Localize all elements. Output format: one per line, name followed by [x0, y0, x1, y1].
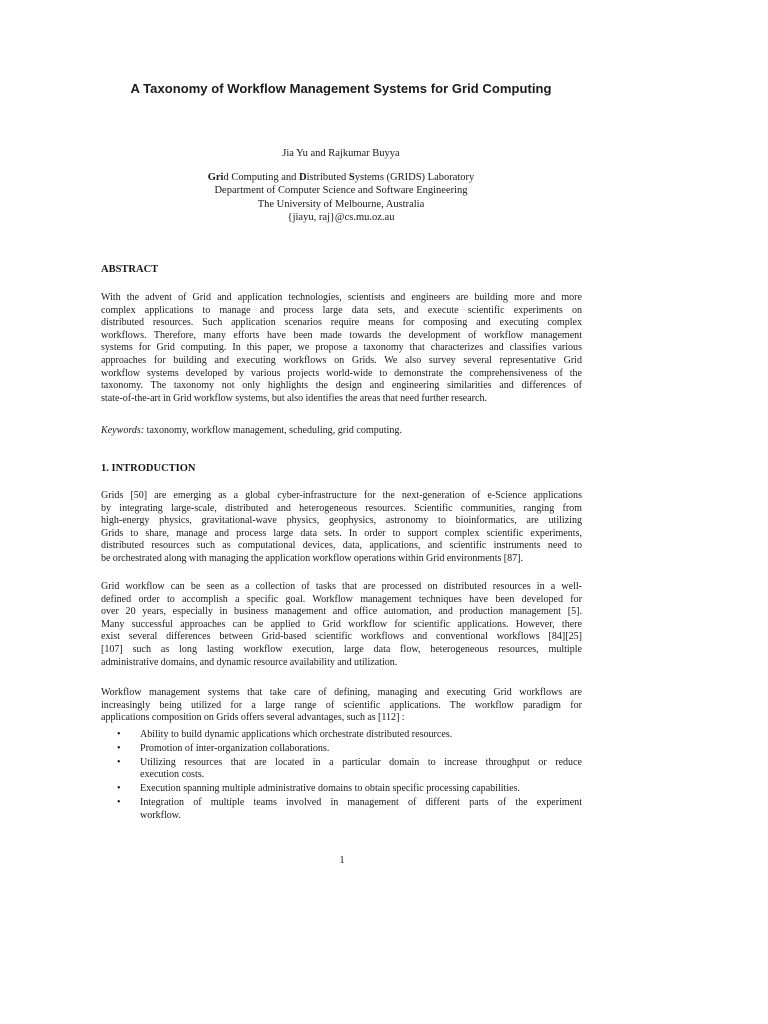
affiliation-block — [100, 171, 582, 225]
intro-paragraph-2: Grid workflow can be seen as a collection of tasks that are processed on distributed resources in a well- defined order to accomplish a specific goal. Workflow management techniques have been developed for over 20 years, especially in business management and office automation, and production management [5]. Many successful approaches can be applied to Grid workflow for scientific applications. However, there exist several differences between Grid-based scientific workflows and conventional workflows [84][25] [107] such as long lasting workflow execution, large data flow, heterogeneous resources, multiple administrative domains, and dynamic resource availability and utilization. — [101, 581, 582, 668]
authors: Jia Yu and Rajkumar Buyya — [282, 148, 400, 159]
list-item: • Promotion of inter-organization collaborations. — [117, 742, 330, 754]
bullet-icon: • — [117, 729, 121, 740]
keywords-text: taxonomy, workflow management, scheduling, grid computing. — [144, 425, 402, 436]
list-item: • Utilizing resources that are located in a particular domain to increase throughput or reduce execution costs. — [117, 756, 582, 781]
intro-paragraph-3: Workflow management systems that take care of defining, managing and executing Grid workflows are increasingly being utilized for a large range of scientific applications. The workflow paradigm for applications composition on Grids offers several advantages, such as [112] : — [101, 687, 582, 724]
department: Department of Computer Science and Software Engineering — [214, 185, 468, 197]
bullet-icon: • — [117, 742, 121, 754]
bullet-icon: • — [117, 797, 121, 809]
abstract-heading: ABSTRACT — [101, 264, 159, 275]
list-item: • Execution spanning multiple administrative domains to obtain specific processing capabilities. — [117, 783, 521, 795]
university: The University of Melbourne, Australia — [257, 198, 425, 210]
keywords-label: Keywords: — [101, 425, 145, 436]
keywords — [101, 425, 402, 436]
bullet-icon: • — [117, 783, 121, 795]
lab-name: Grid Computing and Distributed Systems (GRIDS) Laboratory — [207, 172, 475, 183]
introduction-heading: 1. INTRODUCTION — [101, 463, 196, 474]
page-number: 1 — [339, 855, 345, 866]
email: {jiayu, raj}@cs.mu.oz.au — [287, 212, 395, 224]
advantages-list — [114, 729, 582, 824]
list-item: • Ability to build dynamic applications which orchestrate distributed resources. — [117, 729, 453, 740]
intro-paragraph-1: Grids [50] are emerging as a global cyber-infrastructure for the next-generation of e-Science applications by integrating large-scale, distributed and heterogeneous resources. Scientific communities, ranging from high-energy physics, gravitational-wave physics, geophysics, astronomy to bioinformatics, are utilizing Grids to share, manage and process large data sets. In order to support complex scientific experiments, distributed resources such as computational devices, data, applications, and scientific instruments need to be orchestrated along with managing the application workflow operations within Grid environments [87]. — [101, 490, 582, 564]
paper-title: A Taxonomy of Workflow Management Systems for Grid Computing — [130, 81, 552, 96]
list-item: • Integration of multiple teams involved in management of different parts of the experiment workflow. — [117, 797, 582, 821]
bullet-icon: • — [117, 756, 121, 768]
abstract-paragraph: With the advent of Grid and application technologies, scientists and engineers are building more and more complex applications to manage and process large data sets, and execute scientific experiments on distributed resources. Such application scenarios require means for composing and executing complex workflows. Therefore, many efforts have been made towards the development of workflow management systems for Grid computing. In this paper, we propose a taxonomy that characterizes and classifies various approaches for building and executing workflows on Grids. We also survey several representative Grid workflow systems developed by various projects world-wide to demonstrate the comprehensiveness of the taxonomy. The taxonomy not only highlights the design and engineering similarities and differences of state-of-the-art in Grid workflow systems, but also identifies the areas that need further research. — [101, 292, 582, 404]
